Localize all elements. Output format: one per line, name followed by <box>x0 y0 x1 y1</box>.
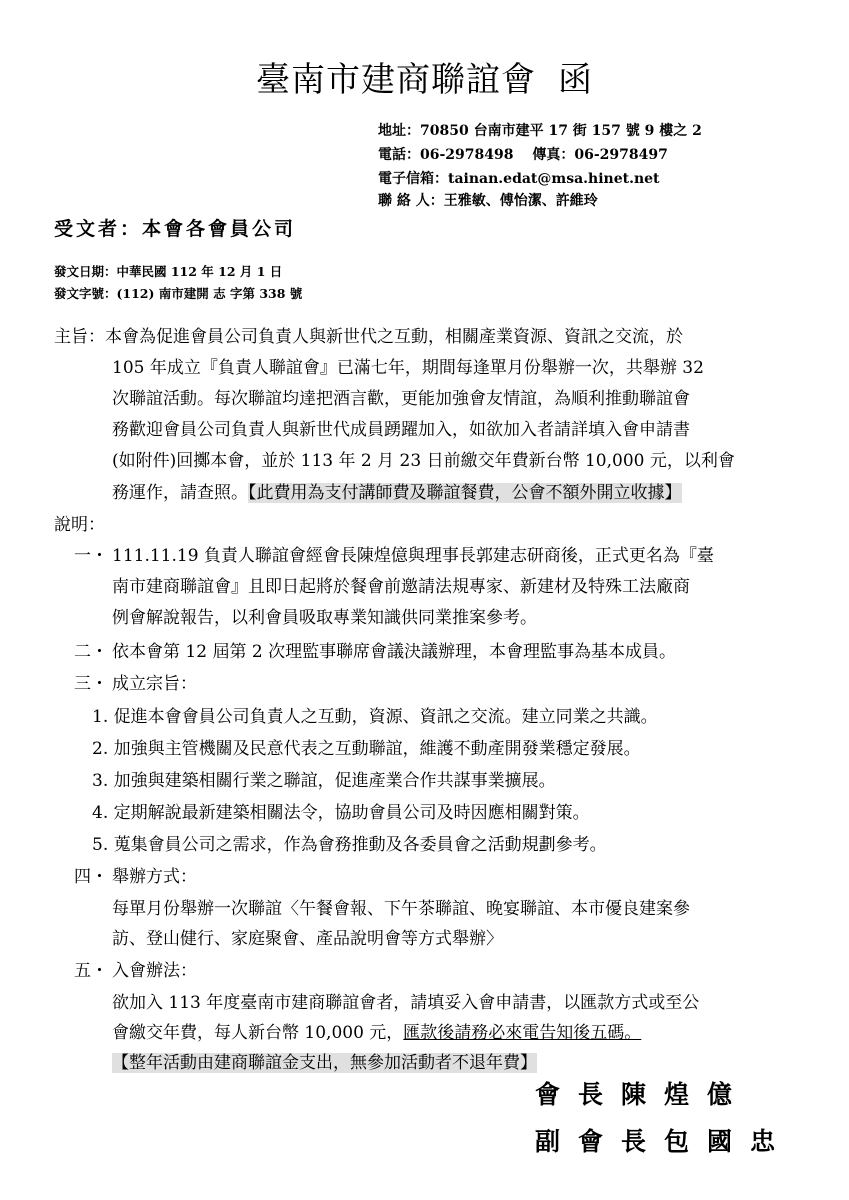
purpose-point-2: 2. 加強與主管機關及民意代表之互動聯誼，維護不動產開發業穩定發展。 <box>92 739 641 759</box>
item4-line-1: 每單月份舉辦一次聯誼〈午餐會報、下午茶聯誼、晚宴聯誼、本市優良建案參 <box>112 899 690 919</box>
item4-label: 舉辦方式： <box>112 867 197 887</box>
item1-line-2: 南市建商聯誼會』且即日起將於餐會前邀請法規專家、新建材及特殊工法廠商 <box>112 577 690 597</box>
item4-marker: 四・ <box>74 867 108 887</box>
explain-label: 說明： <box>54 515 105 535</box>
item5-label: 入會辦法： <box>112 961 197 981</box>
item3-marker: 三・ <box>74 674 108 694</box>
subject-last-line: 務運作，請查照。 <box>112 483 248 503</box>
purpose-point-5: 5. 蒐集會員公司之需求，作為會務推動及各委員會之活動規劃參考。 <box>92 835 607 855</box>
signature-president: 會長陳煌億 <box>535 1080 751 1109</box>
item2-marker: 二・ <box>74 642 108 662</box>
purpose-point-3: 3. 加強與建築相關行業之聯誼，促進產業合作共謀事業擴展。 <box>92 771 556 791</box>
item1-line-1: 111.11.19 負責人聯誼會經會長陳煌億與理事長郭建志研商後，正式更名為『臺 <box>112 546 714 566</box>
email: 電子信箱：tainan.edat@msa.hinet.net <box>378 171 660 187</box>
contacts: 聯 絡 人：王雅敏、傅怡潔、許維玲 <box>378 193 598 209</box>
subject-line-2: 105 年成立『負責人聯誼會』已滿七年，期間每逢單月份舉辦一次，共舉辦 32 <box>112 358 704 378</box>
no-refund-note-highlight: 【整年活動由建商聯誼金支出，無參加活動者不退年費】 <box>112 1053 537 1073</box>
org-title: 臺南市建商聯誼會 <box>256 60 536 100</box>
item5-line-2-plain: 會繳交年費，每人新台幣 10,000 元， <box>112 1023 404 1043</box>
item5-line-1: 欲加入 113 年度臺南市建商聯誼會者，請填妥入會申請書，以匯款方式或至公 <box>112 993 700 1013</box>
purpose-point-4: 4. 定期解說最新建築相關法令，協助會員公司及時因應相關對策。 <box>92 803 590 823</box>
signature-vice-president: 副會長包國忠 <box>535 1127 794 1156</box>
item5-line-2 <box>112 1018 641 1049</box>
document-title <box>0 52 849 101</box>
address: 地址：70850 台南市建平 17 街 157 號 9 樓之 2 <box>378 123 702 139</box>
subject-line-4: 務歡迎會員公司負責人與新世代成員踴躍加入，如欲加入者請詳填入會申請書 <box>112 420 690 440</box>
item4-line-2: 訪、登山健行、家庭聚會、產品說明會等方式舉辦〉 <box>112 929 503 949</box>
subject-line-5: (如附件)回擲本會，並於 113 年 2 月 23 日前繳交年費新台幣 10,000 元，以利會 <box>112 451 735 471</box>
remit-notice-underlined: 匯款後請務必來電告知後五碼。 <box>403 1023 642 1043</box>
purpose-point-1: 1. 促進本會會員公司負責人之互動，資源、資訊之交流。建立同業之共識。 <box>92 707 658 727</box>
phone-fax: 電話：06-2978498 傳真：06-2978497 <box>378 147 668 163</box>
subject-line-1: 主旨：本會為促進會員公司負責人與新世代之互動，相關產業資源、資訊之交流，於 <box>54 327 683 347</box>
item1-marker: 一・ <box>74 546 108 566</box>
recipient: 受文者：本會各會員公司 <box>54 218 297 240</box>
doc-type: 函 <box>558 60 593 100</box>
item5-marker: 五・ <box>74 961 108 981</box>
subject-line-6 <box>112 478 682 509</box>
doc-number: 發文字號：(112) 南市建開 志 字第 338 號 <box>54 286 303 301</box>
item1-line-3: 例會解說報告，以利會員吸取專業知識供同業推案參考。 <box>112 608 537 628</box>
fee-note-highlight: 【此費用為支付講師費及聯誼餐費，公會不額外開立收據】 <box>248 483 682 503</box>
issue-date: 發文日期：中華民國 112 年 12 月 1 日 <box>54 264 283 279</box>
item5-note <box>112 1048 537 1079</box>
item2-text: 依本會第 12 屆第 2 次理監事聯席會議決議辦理，本會理監事為基本成員。 <box>112 642 677 662</box>
subject-line-3: 次聯誼活動。每次聯誼均達把酒言歡，更能加強會友情誼，為順利推動聯誼會 <box>112 389 690 409</box>
item3-label: 成立宗旨： <box>112 674 197 694</box>
